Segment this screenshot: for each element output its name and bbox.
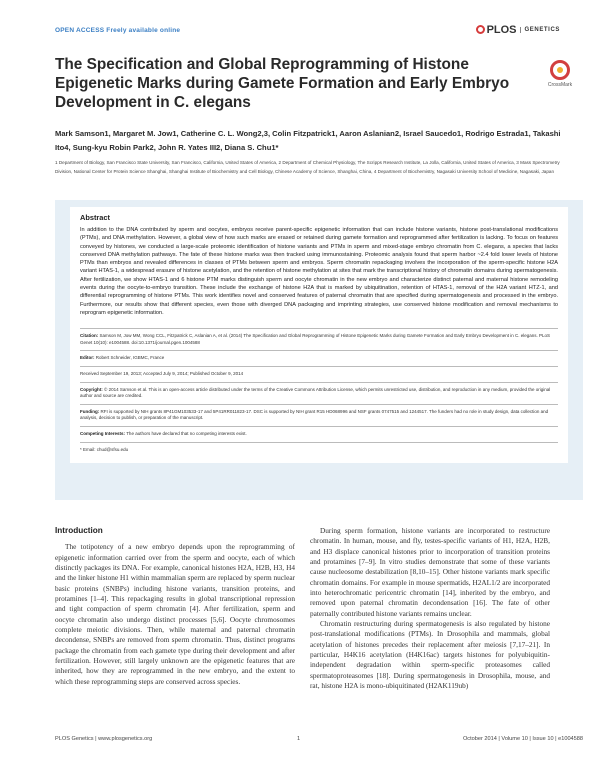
crossmark-icon <box>550 60 570 80</box>
journal-brand: PLOS <box>486 24 517 36</box>
meta-divider <box>80 382 558 383</box>
copyright-text: © 2014 Samson et al. This is an open-access article distributed under the terms of the Creative Commons Attribution License, which permits unrestricted use, distribution, and reproduction in any medium, provided the original author and source are credited. <box>80 386 551 399</box>
funding-text: RFI is supported by NIH grants 8P41GM103533-17 and 5P41RR011823-17. DSC is supported by NIH grant R15 HD068996 and NSF grants 0747515 and 1244517. The funders had no role in study design, data collection and analysis, decision to publish, or preparation of the manuscript. <box>80 408 549 421</box>
competing-interests-line <box>80 431 558 438</box>
abstract-text: In addition to the DNA contributed by sperm and oocytes, embryos receive parent-specific epigenetic information that can include histone variants, histone post-translational modifications (PTMs), and DNA methylation. However, a global view of how such marks are erased or retained during gamete formation and reprogrammed after fertilization is lacking. To focus on features conveyed by histones, we conducted a large-scale proteomic identification of histone variants and PTMs in sperm and mixed-stage embryo chromatin from C. elegans, a species that lacks conserved DNA methylation pathways. The fate of these histone marks was then tracked using immunostaining. Proteomic analysis found that sperm harbor ~2.4 fold lower levels of histone PTMs than embryos and revealed differences in classes of PTMs between sperm and embryos. Sperm chromatin repackaging involves the incorporation of the sperm-specific histone H2A variant HTAS-1, a widespread erasure of histone acetylation, and the retention of histone methylation at sites that mark the transcriptional history of chromatin domains during spermatogenesis. After fertilization, we show HTAS-1 and 6 histone PTM marks distinguish sperm and oocyte chromatin in the new embryo and characterize distinct paternal and maternal histone remodeling events during the oocyte-to-embryo transition. These include the exchange of histone H2A that is marked by ubiquitination, retention of HTAS-1, removal of the H2A variant HTZ-1, and differential reprogramming of histone PTMs. This work identifies novel and conserved features of paternal chromatin that are specified during spermatogenesis and processed in the embryo. Furthermore, our results show that different species, even those with diverged DNA packaging and imprinting strategies, use conserved histone modification and removal mechanisms to reprogram epigenetic information. <box>80 227 558 316</box>
dates-line: Received September 19, 2013; Accepted July 9, 2014; Published October 9, 2014 <box>80 371 244 377</box>
body-paragraph: Chromatin restructuring during spermatogenesis is also regulated by histone post-translational modifications (PTMs). In Drosophila and mammals, global acetylation of histones precedes their replacement after meiosis [7,17–21]. In particular, H4K16 acetylation (H4K16ac) targets histones for polyubiquitin-independent degradation within sperm-specific proteasomes called spermatoproteasomes [18]. During spermatogenesis in Drosophila, mouse, and rat, histone H2A is mono-ubiquitinated (H2AK119ub) <box>310 619 550 691</box>
funding-line <box>80 409 558 422</box>
meta-divider <box>80 442 558 443</box>
meta-divider <box>80 350 558 351</box>
right-column <box>310 526 550 692</box>
copyright-line <box>80 387 558 400</box>
journal-section: GENETICS <box>520 27 560 33</box>
article-title: The Specification and Global Reprogramming of Histone Epigenetic Marks during Gamete Formation and Early Embryo Development in C. elegans <box>55 56 510 111</box>
intro-paragraph: The totipotency of a new embryo depends upon the reprogramming of epigenetic information carried over from the sperm and oocyte, each of which distinctly packages its DNA. For example, canonical histones H2A, H2B, H3, H4 and the linker histone H1 within mammalian sperm are replaced by sperm nuclear basic proteins (SNBPs) including histone variants, transition proteins, and protamines [1–4]. This repackaging results in global transcriptional repression and tight compaction of sperm chromatin [4]. After fertilization, sperm and oocyte chromatin also undergo distinct processes [5,6]. Oocyte chromosomes complete meiotic divisions. Then, while maternal and paternal chromatin decondense, SNBPs are removed from sperm chromatin. Thus, distinct programs package the chromatin from each gamete type during their development and after fertilization. However, still largely unknown are the epigenetic features that are inherited, how they are reprogrammed in the new embryo, and the extent to which these reprogramming steps are conserved across species. <box>55 542 295 686</box>
meta-divider <box>80 426 558 427</box>
article-metadata <box>70 321 568 463</box>
introduction-heading: Introduction <box>55 526 103 535</box>
body-paragraph: During sperm formation, histone variants are incorporated to restructure chromatin. In human, mouse, and fly, testes-specific variants of H1, H2A, H2B, and H3 displace canonical histones prior to incorporation of transition proteins and protamines [7–9]. In vitro studies demonstrate that some of these variants cause nucleosome destabilization [8,10–15]. Other histone variants mark specific chromatin domains. For example in mouse spermatids, H2AL1/2 are incorporated into heterochromatic pericentric chromatin [14], inherited by the embryo, and removed upon paternal chromatin decondensation [16]. The fate of other paternally contributed histone variants remains unclear. <box>310 526 550 618</box>
abstract-panel <box>55 200 583 500</box>
abstract-card <box>70 207 568 463</box>
crossmark-badge[interactable] <box>545 60 575 88</box>
abstract-heading: Abstract <box>80 213 110 222</box>
author-list: Mark Samson1, Margaret M. Jow1, Catherine C. L. Wong2,3, Colin Fitzpatrick1, Aaron Aslanian2, Israel Saucedo1, Rodrigo Estrada1, Takashi Ito4, Sung-kyu Robin Park2, John R. Yates III2, Diana S. Chu1* <box>55 129 561 152</box>
meta-divider <box>80 328 558 329</box>
meta-divider <box>80 404 558 405</box>
funding-label: Funding: <box>80 408 100 414</box>
top-bar <box>55 24 560 38</box>
footer-issue: October 2014 | Volume 10 | Issue 10 | e1004588 <box>462 736 583 742</box>
left-column <box>55 526 295 687</box>
footer-journal[interactable]: PLOS Genetics | www.plosgenetics.org <box>55 736 153 742</box>
citation-line <box>80 333 558 346</box>
editor-line <box>80 355 558 362</box>
crossmark-label: CrossMark <box>547 82 573 88</box>
citation-label: Citation: <box>80 333 99 339</box>
page-number: 1 <box>297 736 301 742</box>
citation-text: Samson M, Jow MM, Wong CCL, Fitzpatrick C, Aslanian A, et al. (2014) The Specification and Global Reprogramming of Histone Epigenetic Marks during Gamete Formation and Early Embryo Development in C. elegans. PLoS Genet 10(10): e1004588. doi:10.1371/journal.pgen.1004588 <box>80 333 551 345</box>
meta-divider <box>80 366 558 367</box>
email-label: * Email: <box>80 446 96 452</box>
email-line <box>80 447 558 454</box>
editor-text: Robert Schneider, IGBMC, France <box>95 355 165 361</box>
open-access-badge <box>55 27 180 34</box>
copyright-label: Copyright: <box>80 386 103 392</box>
journal-logo[interactable] <box>476 24 560 36</box>
affiliations: 1 Department of Biology, San Francisco State University, San Francisco, California, United States of America, 2 Department of Chemical Physiology, The Scripps Research Institute, La Jolla, California, United States of America, 3 Mass Spectrometry Division, National Center for Protein Science Shanghai, Shanghai Institute of Biochemistry and Cell Biology, Chinese Academy of Science, Shanghai, China, 4 Department of Biochemistry, Nagasaki University School of Medicine, Nagasaki, Japan <box>55 160 560 174</box>
plos-logo-icon <box>476 25 485 34</box>
open-access-text: OPEN ACCESS Freely available online <box>55 27 181 34</box>
competing-text: The authors have declared that no competing interests exist. <box>126 431 247 437</box>
competing-label: Competing Interests: <box>80 431 126 437</box>
abstract-section <box>70 207 568 321</box>
editor-label: Editor: <box>80 355 95 361</box>
email-link[interactable]: chud@sfsu.edu <box>96 446 129 452</box>
